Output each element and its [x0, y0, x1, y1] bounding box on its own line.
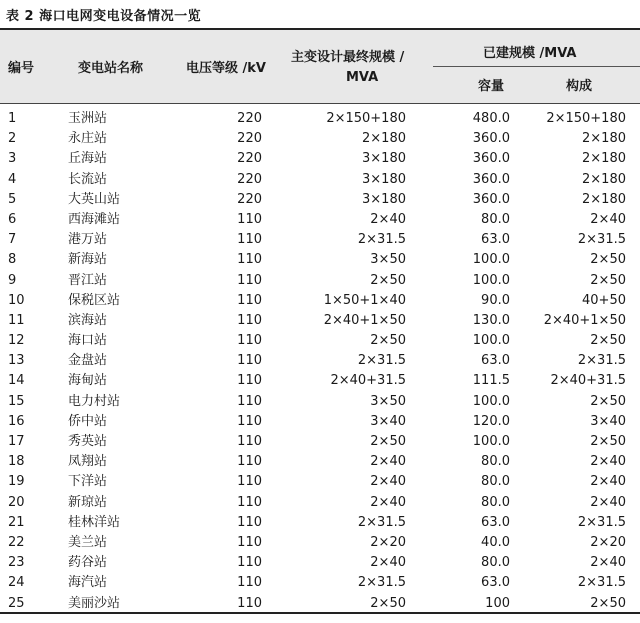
- cell-composition: 2×50: [590, 393, 626, 409]
- cell-voltage: 110: [237, 534, 262, 550]
- table-row: [0, 472, 640, 492]
- cell-voltage: 110: [237, 514, 262, 530]
- cell-name: 药谷站: [68, 555, 108, 571]
- table-row: [0, 533, 640, 553]
- cell-composition: 2×50: [590, 434, 626, 449]
- cell-no: 10: [8, 292, 25, 308]
- cell-design: 2×40: [370, 474, 406, 490]
- header-capacity: 容量: [478, 79, 505, 94]
- cell-design: 3×40: [370, 413, 406, 429]
- cell-design: 2×180: [362, 131, 406, 147]
- cell-capacity: 80.0: [481, 454, 510, 470]
- cell-composition: 2×40: [590, 474, 626, 490]
- cell-composition: 2×180: [582, 131, 626, 147]
- cell-composition: 2×180: [582, 191, 626, 207]
- table-row: [0, 190, 640, 210]
- cell-voltage: 110: [237, 252, 262, 268]
- cell-capacity: 100.0: [472, 272, 510, 288]
- cell-name: 玉洲站: [68, 111, 108, 126]
- header-name: 变电站名称: [78, 61, 144, 76]
- cell-no: 15: [8, 393, 25, 409]
- cell-name: 永庄站: [68, 131, 108, 147]
- cell-capacity: 63.0: [481, 575, 510, 591]
- cell-composition: 40+50: [582, 292, 626, 308]
- cell-design: 2×40+31.5: [330, 373, 406, 389]
- cell-composition: 2×50: [590, 272, 626, 288]
- cell-no: 21: [8, 514, 25, 530]
- cell-voltage: 220: [237, 191, 262, 207]
- cell-no: 3: [8, 151, 17, 167]
- cell-voltage: 110: [237, 413, 262, 429]
- cell-no: 1: [8, 111, 17, 126]
- cell-name: 新海站: [68, 252, 108, 268]
- cell-voltage: 110: [237, 494, 262, 510]
- cell-design: 2×40: [370, 494, 406, 510]
- cell-design: 2×31.5: [357, 514, 406, 530]
- cell-no: 13: [8, 353, 25, 369]
- cell-voltage: 110: [237, 333, 262, 349]
- cell-design: 2×40: [370, 211, 406, 227]
- table-row: [0, 129, 640, 149]
- cell-no: 18: [8, 454, 25, 470]
- cell-composition: 2×40+31.5: [550, 373, 626, 389]
- cell-capacity: 100.0: [472, 393, 510, 409]
- table-caption: 表 2 海口电网变电设备情况一览: [6, 9, 202, 24]
- cell-no: 6: [8, 211, 17, 227]
- cell-composition: 2×50: [590, 252, 626, 268]
- header-composition: 构成: [566, 79, 593, 94]
- cell-capacity: 360.0: [472, 191, 510, 207]
- cell-name: 大英山站: [68, 191, 121, 207]
- table-row: [0, 109, 640, 129]
- cell-no: 16: [8, 413, 25, 429]
- cell-voltage: 110: [237, 434, 262, 449]
- cell-design: 2×31.5: [357, 232, 406, 248]
- cell-voltage: 110: [237, 373, 262, 389]
- cell-composition: 2×50: [590, 333, 626, 349]
- cell-no: 19: [8, 474, 25, 490]
- cell-voltage: 110: [237, 393, 262, 409]
- cell-design: 3×50: [370, 252, 406, 268]
- cell-name: 保税区站: [68, 292, 121, 308]
- table-row: [0, 392, 640, 412]
- table-row: [0, 412, 640, 432]
- cell-name: 电力村站: [68, 393, 121, 409]
- cell-composition: 2×40: [590, 454, 626, 470]
- cell-composition: 2×150+180: [546, 111, 626, 126]
- header-no: 编号: [8, 61, 35, 76]
- header-design-line2: MVA: [346, 70, 379, 85]
- cell-capacity: 100.0: [472, 252, 510, 268]
- table-row: [0, 291, 640, 311]
- cell-composition: 2×31.5: [577, 514, 626, 530]
- cell-design: 2×50: [370, 434, 406, 449]
- cell-capacity: 80.0: [481, 494, 510, 510]
- header-voltage: 电压等级 /kV: [186, 61, 266, 76]
- cell-no: 5: [8, 191, 17, 207]
- cell-voltage: 220: [237, 171, 262, 187]
- cell-no: 24: [8, 575, 25, 591]
- table-row: [0, 210, 640, 230]
- cell-name: 海甸站: [68, 373, 108, 389]
- cell-design: 3×180: [362, 151, 406, 167]
- cell-capacity: 100: [485, 595, 510, 611]
- table-row: [0, 513, 640, 533]
- table-row: [0, 351, 640, 371]
- cell-design: 2×50: [370, 333, 406, 349]
- cell-name: 美兰站: [68, 534, 108, 550]
- cell-voltage: 220: [237, 111, 262, 126]
- cell-capacity: 360.0: [472, 131, 510, 147]
- table-row: [0, 493, 640, 513]
- cell-design: 2×40: [370, 555, 406, 571]
- cell-no: 2: [8, 131, 17, 147]
- cell-design: 2×20: [370, 534, 406, 550]
- cell-capacity: 100.0: [472, 333, 510, 349]
- cell-design: 2×31.5: [357, 353, 406, 369]
- cell-composition: 2×40+1×50: [543, 312, 626, 328]
- header-subline: [433, 66, 640, 67]
- cell-no: 22: [8, 534, 25, 550]
- cell-capacity: 120.0: [472, 413, 510, 429]
- cell-no: 23: [8, 555, 25, 571]
- table-row: [0, 271, 640, 291]
- table-row: [0, 149, 640, 169]
- cell-composition: 2×20: [590, 534, 626, 550]
- cell-no: 17: [8, 434, 25, 449]
- cell-capacity: 130.0: [472, 312, 510, 328]
- table-row: [0, 331, 640, 351]
- cell-no: 7: [8, 232, 17, 248]
- cell-capacity: 40.0: [481, 534, 510, 550]
- cell-composition: 2×40: [590, 494, 626, 510]
- table-row: [0, 230, 640, 250]
- cell-name: 下洋站: [68, 474, 108, 490]
- table-row: [0, 553, 640, 573]
- cell-design: 1×50+1×40: [323, 292, 406, 308]
- cell-capacity: 80.0: [481, 555, 510, 571]
- cell-voltage: 110: [237, 353, 262, 369]
- cell-no: 25: [8, 595, 25, 611]
- cell-composition: 2×180: [582, 171, 626, 187]
- cell-name: 美丽沙站: [68, 595, 121, 611]
- table-row: [0, 594, 640, 614]
- substation-table: [0, 28, 640, 614]
- cell-composition: 3×40: [590, 413, 626, 429]
- cell-voltage: 110: [237, 474, 262, 490]
- cell-no: 14: [8, 373, 25, 389]
- cell-composition: 2×180: [582, 151, 626, 167]
- cell-voltage: 110: [237, 211, 262, 227]
- cell-design: 2×31.5: [357, 575, 406, 591]
- cell-name: 丘海站: [68, 151, 108, 167]
- cell-design: 2×50: [370, 595, 406, 611]
- cell-composition: 2×40: [590, 555, 626, 571]
- cell-capacity: 80.0: [481, 211, 510, 227]
- cell-design: 3×180: [362, 191, 406, 207]
- cell-no: 4: [8, 171, 17, 187]
- cell-name: 晋江站: [68, 272, 108, 288]
- cell-no: 20: [8, 494, 25, 510]
- cell-capacity: 111.5: [472, 373, 510, 389]
- cell-capacity: 63.0: [481, 353, 510, 369]
- cell-capacity: 80.0: [481, 474, 510, 490]
- cell-voltage: 110: [237, 555, 262, 571]
- table-row: [0, 170, 640, 190]
- cell-design: 2×40: [370, 454, 406, 470]
- cell-voltage: 220: [237, 131, 262, 147]
- table-row: [0, 311, 640, 331]
- cell-capacity: 63.0: [481, 514, 510, 530]
- cell-composition: 2×31.5: [577, 575, 626, 591]
- cell-name: 秀英站: [68, 434, 108, 449]
- cell-design: 2×150+180: [326, 111, 406, 126]
- cell-name: 港万站: [68, 232, 108, 248]
- cell-name: 海口站: [68, 333, 108, 349]
- cell-capacity: 480.0: [472, 111, 510, 126]
- table-row: [0, 452, 640, 472]
- cell-voltage: 110: [237, 575, 262, 591]
- cell-design: 2×50: [370, 272, 406, 288]
- cell-voltage: 110: [237, 454, 262, 470]
- cell-name: 海汽站: [68, 575, 108, 591]
- cell-name: 新琼站: [68, 494, 108, 510]
- cell-name: 滨海站: [68, 312, 108, 328]
- cell-voltage: 220: [237, 151, 262, 167]
- cell-design: 3×50: [370, 393, 406, 409]
- cell-name: 长流站: [68, 171, 108, 187]
- cell-capacity: 100.0: [472, 434, 510, 449]
- header-built: 已建规模 /MVA: [483, 46, 577, 61]
- table-row: [0, 250, 640, 270]
- cell-name: 金盘站: [68, 353, 108, 369]
- cell-composition: 2×31.5: [577, 353, 626, 369]
- table-row: [0, 371, 640, 391]
- cell-no: 12: [8, 333, 25, 349]
- cell-voltage: 110: [237, 595, 262, 611]
- table-row: [0, 573, 640, 593]
- cell-name: 凤翔站: [68, 454, 108, 470]
- cell-composition: 2×40: [590, 211, 626, 227]
- bottom-rule: [0, 612, 640, 614]
- cell-design: 2×40+1×50: [323, 312, 406, 328]
- cell-voltage: 110: [237, 292, 262, 308]
- cell-voltage: 110: [237, 232, 262, 248]
- cell-no: 8: [8, 252, 17, 268]
- table-header: [0, 30, 640, 103]
- cell-voltage: 110: [237, 272, 262, 288]
- cell-no: 11: [8, 312, 25, 328]
- cell-capacity: 90.0: [481, 292, 510, 308]
- cell-composition: 2×50: [590, 595, 626, 611]
- header-design-line1: 主变设计最终规模 /: [291, 50, 405, 65]
- cell-name: 西海滩站: [68, 211, 121, 227]
- cell-composition: 2×31.5: [577, 232, 626, 248]
- cell-name: 桂林洋站: [68, 514, 121, 530]
- table-body: [0, 104, 640, 614]
- cell-design: 3×180: [362, 171, 406, 187]
- table-row: [0, 432, 640, 452]
- cell-capacity: 63.0: [481, 232, 510, 248]
- cell-capacity: 360.0: [472, 171, 510, 187]
- cell-capacity: 360.0: [472, 151, 510, 167]
- cell-voltage: 110: [237, 312, 262, 328]
- cell-no: 9: [8, 272, 17, 288]
- cell-name: 侨中站: [68, 413, 108, 429]
